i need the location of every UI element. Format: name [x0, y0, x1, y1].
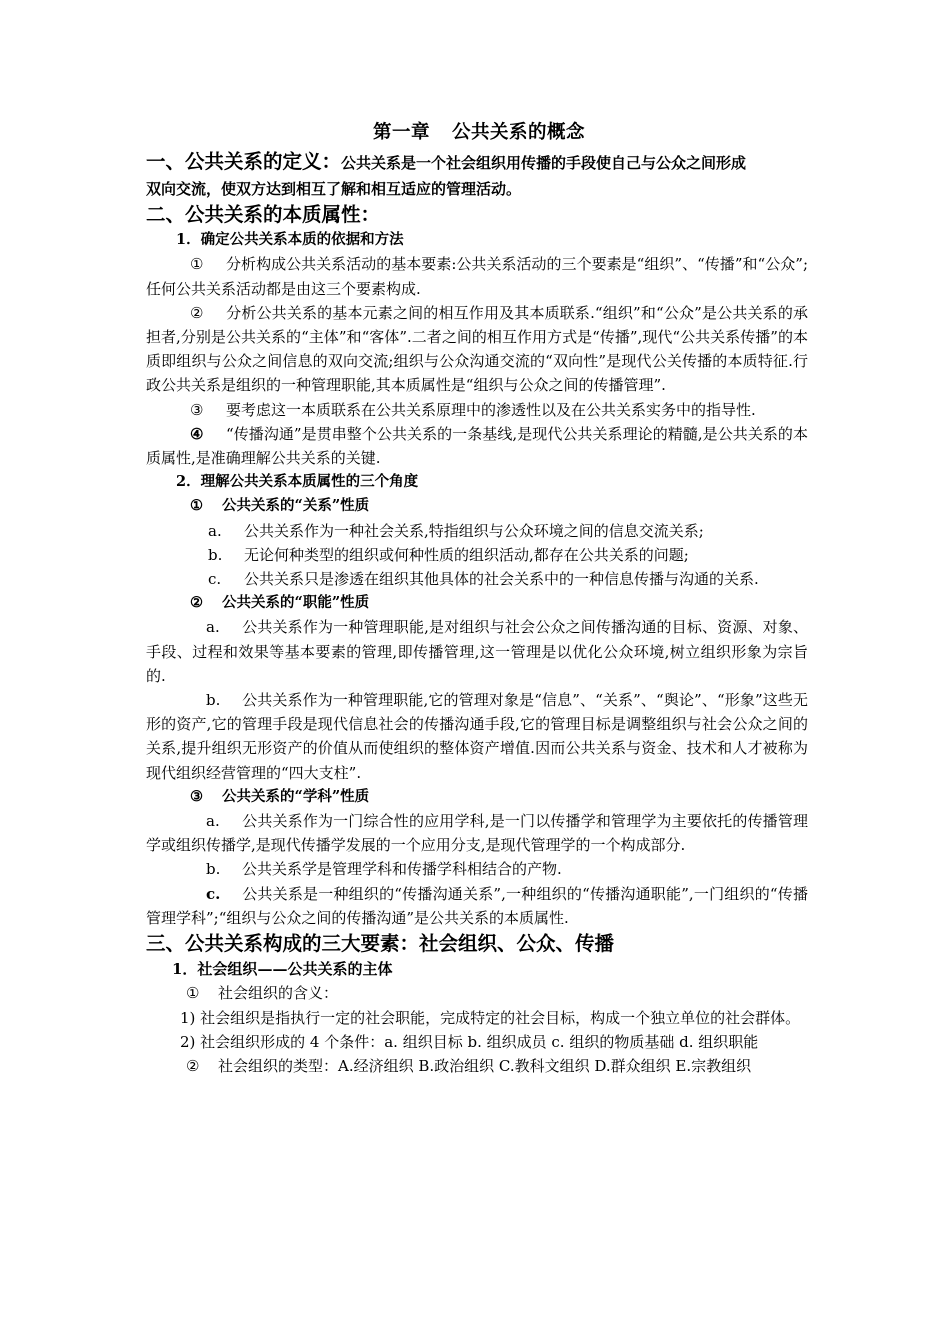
- list-item: a. 公共关系作为一门综合性的应用学科,是一门以传播学和管理学为主要依托的传播管理学或组织传播学,是现代传播学发展的一个应用分支,是现代管理学的一个构成部分.: [146, 812, 808, 855]
- group-heading-function: ② 公共关系的“职能”性质: [190, 594, 370, 612]
- document-page: [146, 118, 808, 1078]
- paragraph-item: ④ “传播沟通”是贯串整个公共关系的一条基线,是现代公共关系理论的精髓,是公共关系的本质属性,是准确理解公共关系的关键.: [146, 424, 808, 468]
- paragraph-item: 1) 社会组织是指执行一定的社会职能，完成特定的社会目标，构成一个独立单位的社会群体。: [180, 1008, 801, 1027]
- list-item: c. 公共关系只是渗透在组织其他具体的社会关系中的一种信息传播与沟通的关系.: [208, 570, 759, 589]
- section-2-heading: 二、公共关系的本质属性：: [146, 203, 381, 227]
- subsection-2-2-heading: 2．理解公共关系本质属性的三个角度: [176, 473, 419, 491]
- group-heading-discipline: ③ 公共关系的“学科”性质: [190, 787, 370, 805]
- list-item: a. 公共关系作为一种社会关系,特指组织与公众环境之间的信息交流关系;: [208, 521, 704, 540]
- paragraph-item: ① 分析构成公共关系活动的基本要素:公共关系活动的三个要素是“组织”、“传播”和“公众”;任何公共关系活动都是由这三个要素构成.: [146, 255, 808, 298]
- list-item: a. 公共关系作为一种管理职能,是对组织与社会公众之间传播沟通的目标、资源、对象、手段、过程和效果等基本要素的管理,即传播管理,这一管理是以优化公众环境,树立组织形象为宗旨的.: [146, 618, 808, 685]
- paragraph-item: 2) 社会组织形成的 4 个条件：a. 组织目标 b. 组织成员 c. 组织的物质基础 d. 组织职能: [180, 1032, 759, 1051]
- list-item: b. 公共关系学是管理学科和传播学科相结合的产物.: [206, 860, 562, 879]
- paragraph-item: ③ 要考虑这一本质联系在公共关系原理中的渗透性以及在公共关系实务中的指导性.: [190, 400, 756, 419]
- definition-text: 公共关系是一个社会组织用传播的手段使自己与公众之间形成: [341, 154, 747, 172]
- list-item: c. 公共关系是一种组织的“传播沟通关系”,一种组织的“传播沟通职能”,一门组织的“传播管理学科”;“组织与公众之间的传播沟通”是公共关系的本质属性.: [146, 884, 808, 927]
- subsection-2-1-heading: 1．确定公共关系本质的依据和方法: [176, 231, 404, 249]
- section-3-heading: 三、公共关系构成的三大要素：社会组织、公众、传播: [146, 932, 615, 956]
- list-item: b. 公共关系作为一种管理职能,它的管理对象是“信息”、“关系”、“舆论”、“形象”这些无形的资产,它的管理手段是现代信息社会的传播沟通手段,它的管理目标是调整组织与社会公众之间的关系,提升组织无形资产的价值从而使组织的整体资产增值.因而公共关系与资金、技术和人才被称为现代组织经营管理的“四大支柱”.: [146, 691, 808, 782]
- section-1-heading: 一、公共关系的定义：公共关系是一个社会组织用传播的手段使自己与公众之间形成: [146, 150, 747, 173]
- chapter-title: [150, 118, 808, 148]
- definition-continued: 双向交流，使双方达到相互了解和相互适应的管理活动。: [146, 180, 522, 198]
- chapter-name: 公共关系的概念: [452, 122, 586, 143]
- list-item: b. 无论何种类型的组织或何种性质的组织活动,都存在公共关系的问题;: [208, 545, 689, 564]
- paragraph-item: ② 分析公共关系的基本元素之间的相互作用及其本质联系.“组织”和“公众”是公共关系的承担者,分别是公共关系的“主体”和“客体”.二者之间的相互作用方式是“传播”,现代“公共关系传播”的本质即组织与公众之间信息的双向交流;组织与公众沟通交流的“双向性”是现代公关传播的本质特征.行政公共关系是组织的一种管理职能,其本质属性是“组织与公众之间的传播管理”.: [146, 303, 808, 395]
- chapter-number: 第一章: [372, 122, 430, 143]
- meaning-item: ① 社会组织的含义：: [186, 984, 339, 1003]
- types-item: ② 社会组织的类型：A.经济组织 B.政治组织 C.教科文组织 D.群众组织 E.宗教组织: [186, 1056, 752, 1075]
- group-heading-relation: ① 公共关系的“关系”性质: [190, 497, 370, 515]
- subsection-3-1-heading: 1．社会组织——公共关系的主体: [172, 960, 393, 979]
